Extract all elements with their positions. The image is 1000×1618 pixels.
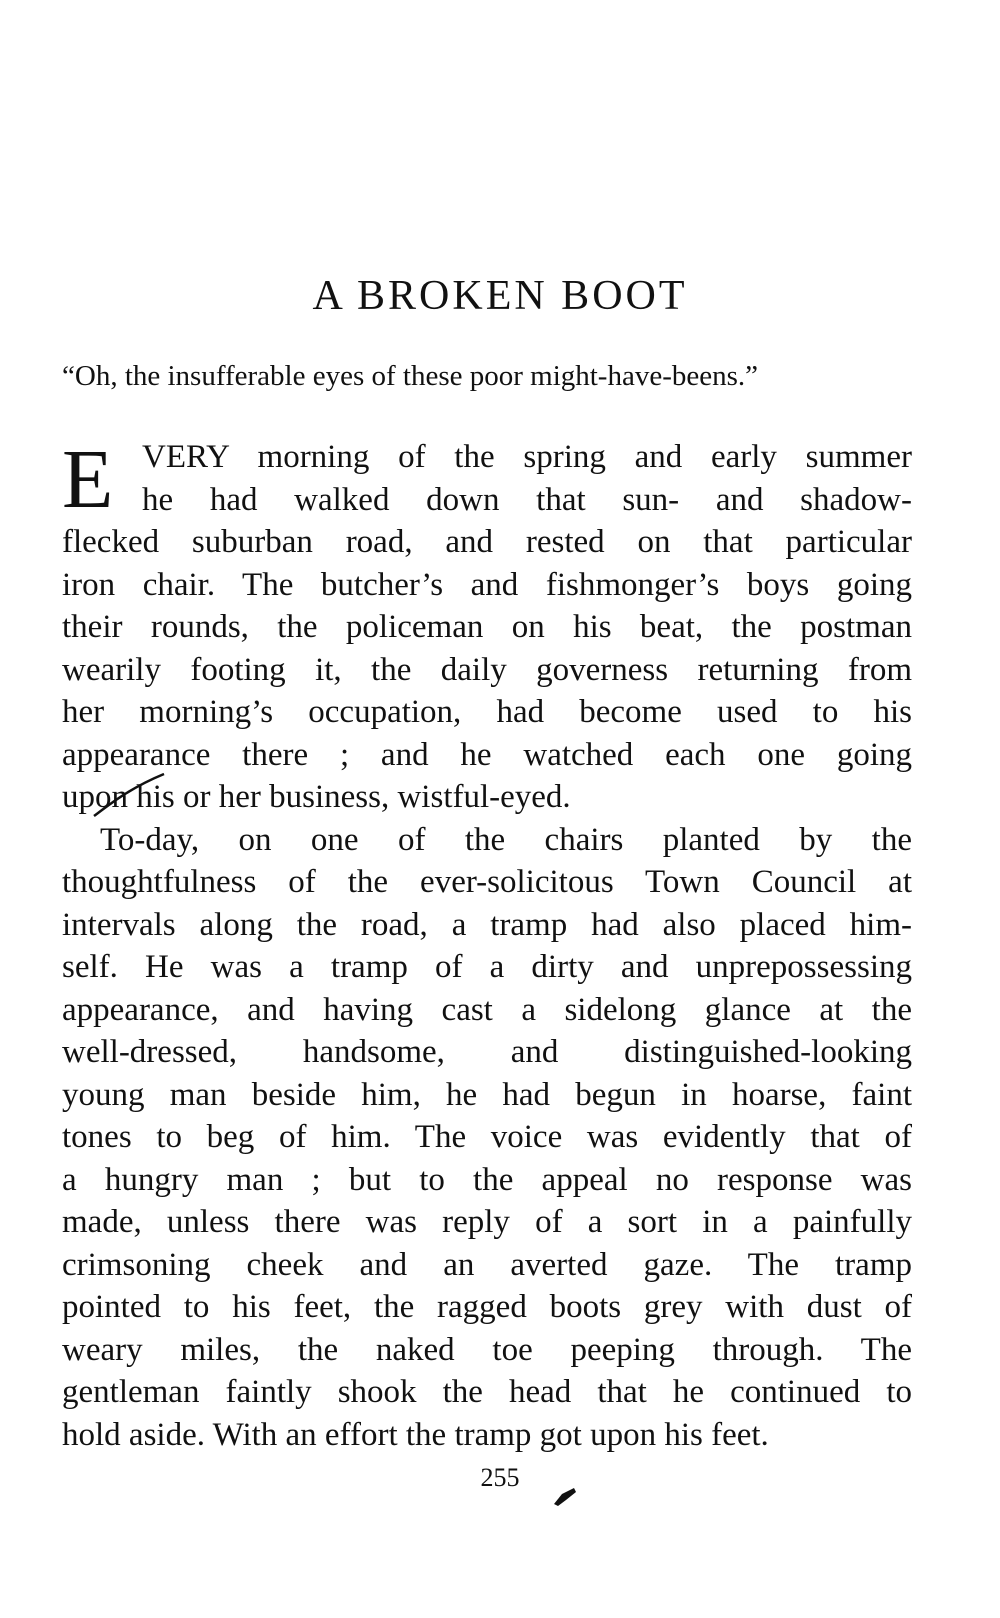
text-line: hold aside. With an effort the tramp got upon his feet. [62, 1416, 769, 1453]
text-line: upon his or her business, wistful-eyed. [62, 779, 571, 815]
page-number: 255 [480, 1463, 520, 1492]
drop-cap: E [62, 433, 114, 526]
text-line: her morning’s occupation, had become used to his [62, 694, 912, 730]
text-line: wearily footing it, the daily governess returning from [62, 651, 912, 688]
text-line: their rounds, the policeman on his beat, the postman [62, 609, 912, 645]
text-line: pointed to his feet, the ragged boots grey with dust of [62, 1289, 912, 1325]
body-text [62, 433, 912, 1456]
text-line: appearance there ; and he watched each one going [62, 736, 912, 773]
text-line: VERY morning of the spring and early summer [142, 439, 912, 475]
text-line: intervals along the road, a tramp had also placed him- [62, 906, 912, 943]
text-line: a hungry man ; but to the appeal no response was [62, 1161, 912, 1198]
ink-blot-mark [552, 1486, 578, 1508]
text-line: crimsoning cheek and an averted gaze. The tramp [62, 1246, 912, 1283]
text-line: self. He was a tramp of a dirty and unprepossessing [62, 949, 912, 985]
epigraph: “Oh, the insufferable eyes of these poor might-have-beens.” [62, 360, 759, 392]
text-line: To-day, on one of the chairs planted by the [100, 821, 912, 858]
text-line: he had walked down that sun- and shadow- [142, 481, 912, 518]
text-line: thoughtfulness of the ever-solicitous Town Council at [62, 864, 912, 900]
text-line: gentleman faintly shook the head that he continued to [62, 1374, 912, 1410]
text-line: made, unless there was reply of a sort in a painfully [62, 1204, 912, 1240]
text-line: tones to beg of him. The voice was evidently that of [62, 1119, 912, 1155]
text-line: young man beside him, he had begun in hoarse, faint [62, 1076, 912, 1113]
chapter-title: A BROKEN BOOT [312, 273, 688, 319]
text-line: weary miles, the naked toe peeping through. The [62, 1331, 912, 1368]
text-line: flecked suburban road, and rested on that particular [62, 524, 912, 560]
text-line: iron chair. The butcher’s and fishmonger’s boys going [62, 566, 912, 603]
pen-stroke-mark [90, 770, 170, 820]
text-line: well-dressed, handsome, and distinguished-looking [62, 1034, 912, 1070]
text-line: appearance, and having cast a sidelong glance at the [62, 991, 912, 1028]
